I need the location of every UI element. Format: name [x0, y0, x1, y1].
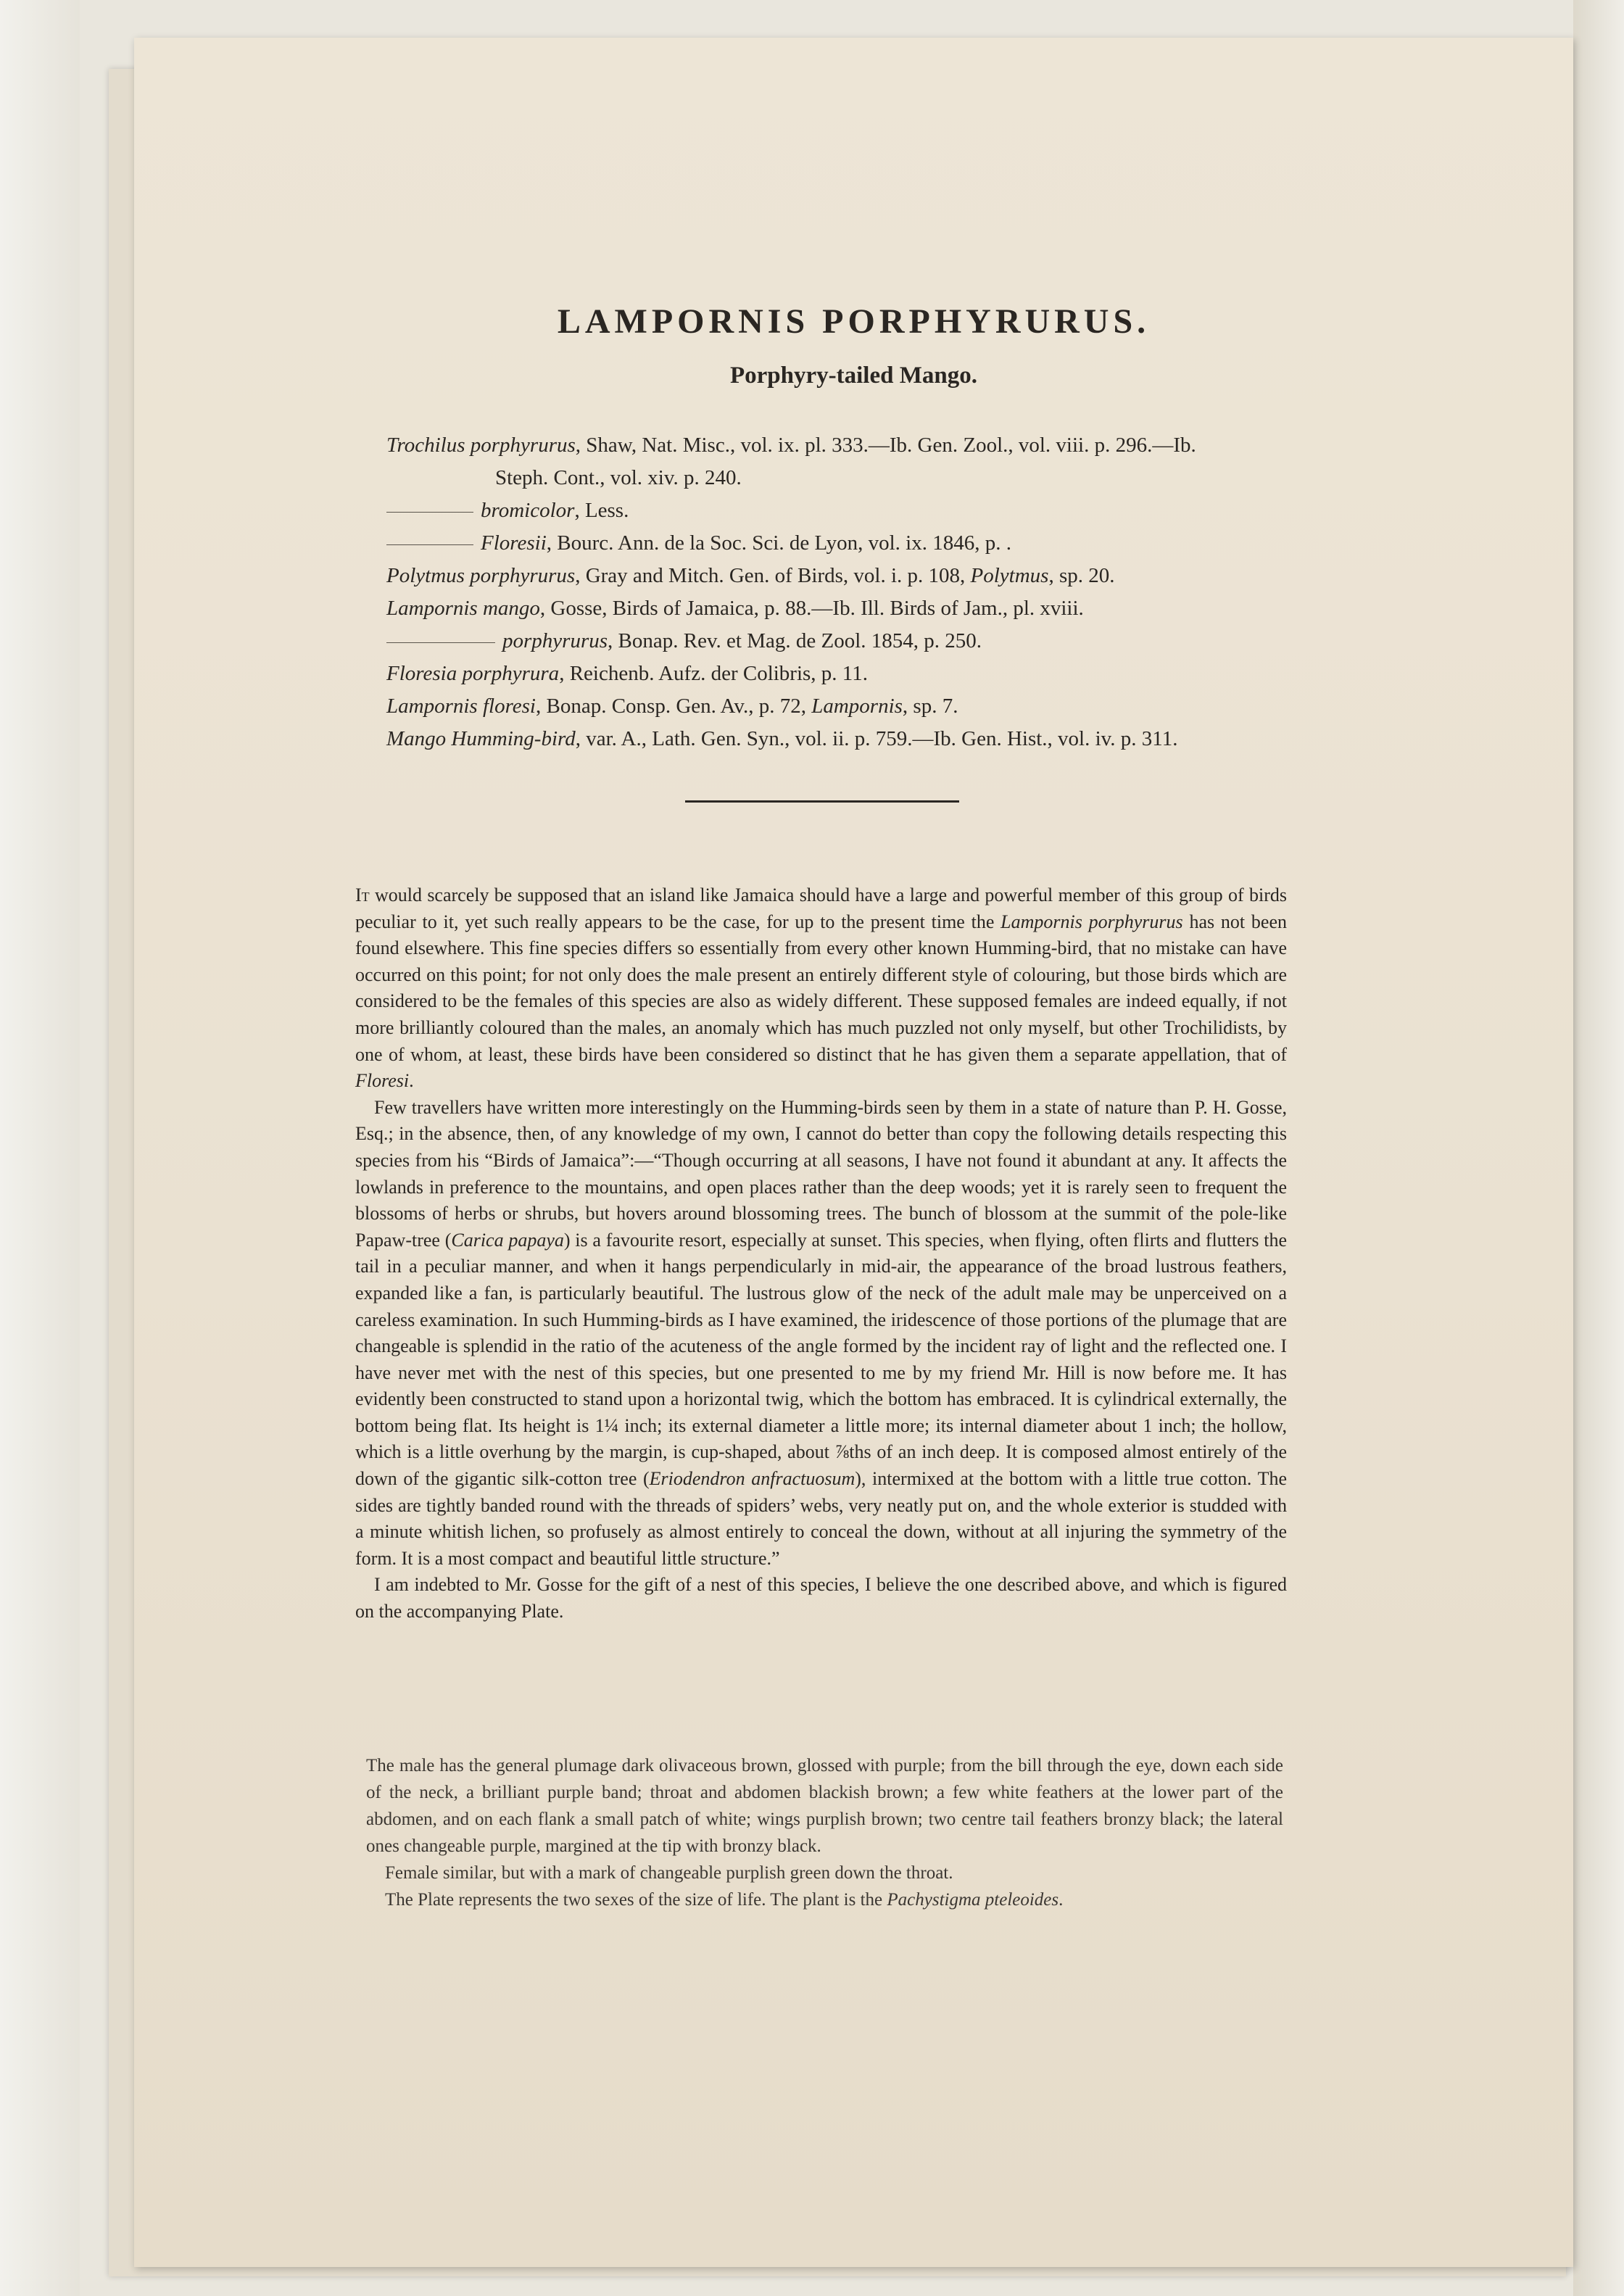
photo-backdrop-left [0, 0, 80, 2296]
text-run: would scarcely be supposed that an island like Jamaica should have a large and powerful member of this group of birds peculiar to it, yet such really appears to be the case, for up to the present time the [355, 884, 1287, 932]
printed-page [134, 38, 1573, 2267]
taxon-name: Lampornis mango [386, 597, 540, 620]
ditto-dash [386, 642, 495, 643]
synonym-line [386, 658, 1445, 690]
text-run: The Plate represents the two sexes of the size of life. The plant is the [385, 1890, 887, 1910]
synonym-line [386, 429, 1445, 462]
citation: , var. A., Lath. Gen. Syn., vol. ii. p. 759.—Ib. Gen. Hist., vol. iv. p. 311. [575, 727, 1178, 750]
text-run: ) is a favourite resort, especially at sunset. This species, when flying, often flirts and flutters the tail in a peculiar manner, and when it hangs perpendicularly in mid-air, the appearance of the broad lustrous feathers, expanded like a fan, is particularly beautiful. The lustrous glow of the neck of the adult male may be unperceived on a careless examination. In such Humming-birds as I have examined, the iridescence of those portions of the plumage that are changeable is splendid in the ratio of the acuteness of the angle formed by the incident ray of light and the reflected one. I have never met with the nest of this species, but one presented to me by my friend Mr. Hill is now before me. It has evidently been constructed to stand upon a horizontal twig, which the bottom has embraced. It is cylindrical externally, the bottom being flat. Its height is 1¼ inch; its external diameter a little more; its internal diameter about 1 inch; the hollow, which is a little overhung by the margin, is cup-shaped, about ⅞ths of an inch deep. It is composed almost entirely of the down of the gigantic silk-cotton tree ( [355, 1229, 1288, 1490]
plate-note [366, 1886, 1283, 1913]
synonym-line [386, 690, 1445, 723]
photo-backdrop-right [1573, 0, 1624, 2296]
body-text [355, 882, 1287, 1625]
paragraph-gosse-quote [355, 1095, 1287, 1572]
citation: , sp. 20. [1048, 564, 1115, 587]
taxon-name: Floresii [481, 531, 547, 555]
citation: Steph. Cont., vol. xiv. p. 240. [495, 466, 742, 489]
ditto-dash [386, 544, 473, 545]
paragraph-nest-gift: I am indebted to Mr. Gosse for the gift of a nest of this species, I believe the one described above, and which is figured on the accompanying Plate. [355, 1574, 1287, 1622]
citation: , sp. 7. [902, 695, 958, 718]
citation: , Gray and Mitch. Gen. of Birds, vol. i. p. 108, [575, 564, 971, 587]
taxon-name: Mango Humming-bird [386, 727, 576, 750]
taxon-name: porphyrurus [502, 629, 608, 652]
taxon-name: Lampornis floresi [386, 695, 536, 718]
synonym-line [386, 723, 1445, 755]
citation: , Bonap. Rev. et Mag. de Zool. 1854, p. 250. [608, 629, 982, 652]
taxon-name: Floresia porphyrura [386, 662, 560, 685]
italic-run: Pachystigma pteleoides [887, 1890, 1059, 1910]
italic-run: Eriodendron anfractuosum [649, 1468, 856, 1490]
page-title: LAMPORNIS PORPHYRURUS. [557, 302, 1151, 341]
drop-word: It [355, 884, 370, 905]
text-run: Few travellers have written more interestingly on the Humming-birds seen by them in a state of nature than P. H. Gosse, Esq.; in the absence, then, of any knowledge of my own, I cannot do better than copy the following details respecting this species from his “Birds of Jamaica”:—“Though occurring at all seasons, I have not found it abundant at any. It affects the lowlands in preference to the mountains, and open places rather than the deep woods; yet it is rarely seen to frequent the blossoms of herbs or shrubs, but hovers around blossoming trees. The bunch of blossom at the summit of the pole-like Papaw-tree ( [355, 1096, 1287, 1251]
plumage-description [366, 1752, 1283, 1913]
male-description: The male has the general plumage dark olivaceous brown, glossed with purple; from the bill through the eye, down each side of the neck, a brilliant purple band; throat and abdomen blackish brown; a few white feathers at the lower part of the abdomen, and on each flank a small patch of white; wings purplish brown; two centre tail feathers bronzy black; the lateral ones changeable purple, margined at the tip with bronzy black. [366, 1756, 1283, 1856]
italic-run: Carica papaya [451, 1229, 564, 1251]
text-run: has not been found elsewhere. This fine species differs so essentially from every other known Humming-bird, that no mistake can have occurred on this point; for not only does the male present an entirely different style of colouring, but those birds which are considered to be the females of this species are also as widely different. These supposed females are indeed equally, if not more brilliantly coloured than the males, an anomaly which has much puzzled not only myself, but other Trochilidists, by one of whom, at least, these birds have been considered so distinct that he has given them a separate appellation, that of [355, 911, 1287, 1065]
italic-run: Floresi [355, 1070, 410, 1092]
paragraph-introduction [355, 882, 1287, 1095]
ditto-dash [386, 512, 473, 513]
synonym-line [386, 560, 1445, 592]
citation: , Reichenb. Aufz. der Colibris, p. 11. [559, 662, 868, 685]
text-run: . [409, 1070, 414, 1092]
citation: , Less. [574, 499, 629, 522]
taxon-name: bromicolor [481, 499, 575, 522]
citation: , Shaw, Nat. Misc., vol. ix. pl. 333.—Ib. Gen. Zool., vol. viii. p. 296.—Ib. [575, 434, 1196, 457]
synonym-line [386, 625, 1445, 658]
synonym-line [386, 494, 1445, 527]
synonym-line [386, 592, 1445, 625]
italic-run: Lampornis porphyrurus [1000, 911, 1183, 932]
citation: , Bonap. Consp. Gen. Av., p. 72, [536, 695, 812, 718]
citation: , Bourc. Ann. de la Soc. Sci. de Lyon, vol. ix. 1846, p. . [546, 531, 1011, 555]
taxon-name: Trochilus porphyrurus [386, 434, 576, 457]
female-description: Female similar, but with a mark of changeable purplish green down the throat. [385, 1863, 953, 1883]
text-run: ), intermixed at the bottom with a little true cotton. The sides are tightly banded round with the threads of spiders’ webs, very neatly put on, and the whole exterior is studded with a minute whitish lichen, so profusely as almost entirely to conceal the down, without at all injuring the symmetry of the form. It is a most compact and beautiful little structure.” [355, 1468, 1288, 1569]
synonymy-list [386, 429, 1445, 755]
text-run: . [1058, 1890, 1064, 1910]
citation: , Gosse, Birds of Jamaica, p. 88.—Ib. Ill. Birds of Jam., pl. xviii. [539, 597, 1084, 620]
page-subtitle: Porphyry-tailed Mango. [730, 362, 977, 389]
taxon-name: Polytmus porphyrurus [386, 564, 576, 587]
synonym-line [386, 462, 1445, 494]
taxon-name: Polytmus [970, 564, 1049, 587]
section-divider [685, 800, 959, 803]
synonym-line [386, 527, 1445, 560]
taxon-name: Lampornis [811, 695, 903, 718]
